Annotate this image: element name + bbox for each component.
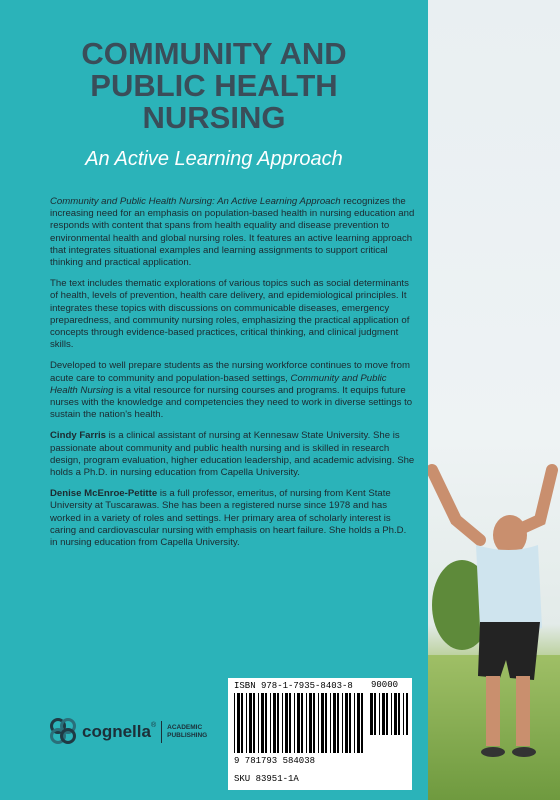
barcode-stripe [391,693,392,735]
barcode-stripe [306,693,307,753]
isbn-barcode [228,678,412,790]
publisher-tagline [167,724,207,740]
cover-photo [428,0,560,800]
barcode-stripe [354,693,355,753]
barcode-stripe [345,693,348,753]
barcode-stripe [318,693,319,753]
author-1-name: Cindy Farris [50,430,106,442]
barcode-stripe [313,693,315,753]
paragraph-1-text: recognizes the increasing need for an emphasis on population-based health in nursing education and responds with content that spans from health equality and disease prevention to environmental health and global nursing roles. It features an active learning approach that integrates situational examples and learning assignments to support critical thinking and practical application. [50,196,415,269]
barcode-stripe [398,693,400,735]
addon-barcode-bars [370,693,408,735]
barcode-stripe [237,693,240,753]
man-figure [428,0,560,800]
author-bio-2 [50,488,416,549]
author-2-name: Denise McEnroe-Petitte [50,488,158,500]
barcode-stripe [406,693,408,735]
barcode-stripe [321,693,324,753]
description-text [50,196,416,558]
barcode-number: 9 781793 584038 [234,756,316,766]
barcode-bars [234,693,364,753]
description-paragraph-1 [50,196,416,269]
book-title-line-1: COMMUNITY AND [81,36,347,71]
publisher-logo [50,718,207,746]
barcode-stripe [234,693,235,753]
paragraph-3-title: Community and Public Health Nursing [50,372,387,396]
barcode-stripe [370,693,373,735]
book-title-line-3: NURSING [142,100,286,135]
barcode-stripe [349,693,351,753]
barcode-stripe [265,693,267,753]
barcode-stripe [282,693,283,753]
isbn-text: ISBN 978-1-7935-8403-8 [234,681,353,691]
logo-divider [161,721,162,743]
book-title-line-2: PUBLIC HEALTH [90,68,338,103]
description-paragraph-3 [50,360,416,421]
barcode-stripe [330,693,331,753]
barcode-stripe [297,693,300,753]
author-bio-1 [50,430,416,479]
cognella-mark-icon [50,718,78,746]
barcode-stripe [394,693,397,735]
barcode-stripe [357,693,360,753]
barcode-stripe [241,693,243,753]
barcode-stripe [382,693,385,735]
barcode-stripe [261,693,264,753]
publisher-line-2: PUBLISHING [167,732,208,739]
barcode-stripe [374,693,376,735]
barcode-stripe [361,693,363,753]
barcode-stripe [270,693,271,753]
barcode-stripe [258,693,259,753]
author-2-bio: is a full professor, emeritus, of nursing from Kent State University at Tuscarawas. She has been a registered nurse since 1978 and has worked in a variety of roles and settings. Her primary area of scholarly interest is caring and cardiovascular nursing with emphasis on heart failure. She holds a Ph.D. in nursing education from Capella University. [50,488,407,549]
barcode-stripe [309,693,312,753]
paragraph-3-before: Developed to well prepare students as the nursing workforce continues to move from acute care to community and population-based settings, [50,360,410,384]
barcode-stripe [342,693,343,753]
sku-text: SKU 83951-1A [234,774,299,784]
author-1-bio: is a clinical assistant of nursing at Kennesaw State University. She is passionate about community and public health nursing and is skilled in research design, program evaluation, higher education leadership, and academic advising. She holds a Ph.D. in nursing education from Capella University. [50,430,415,479]
description-paragraph-2: The text includes thematic explorations of various topics such as social determinants of health, levels of prevention, health care delivery, and epidemiological principles. It integrates these topics with discussions on communicable diseases, emergency preparedness, and community nursing roles, emphasizing the practical application of concepts through evidence-based practices, critical thinking, and clinical judgment skills. [50,278,410,351]
barcode-stripe [333,693,336,753]
barcode-stripe [325,693,327,753]
barcode-stripe [337,693,339,753]
barcode-stripe [301,693,303,753]
book-subtitle: An Active Learning Approach [85,148,343,170]
barcode-stripe [386,693,388,735]
barcode-stripe [249,693,252,753]
publisher-line-1: ACADEMIC [167,724,203,731]
barcode-stripe [246,693,247,753]
book-title-italic: Community and Public Health Nursing: An Active Learning Approach [50,196,341,207]
barcode-stripe [289,693,291,753]
paragraph-3-after: is a vital resource for nursing courses and programs. It equips future nurses with the knowledge and competencies they need to work in diverse settings to sustain the nation's health. [50,384,413,421]
publisher-name: cognella [82,722,151,741]
barcode-stripe [277,693,279,753]
registered-mark: ® [150,722,157,729]
barcode-stripe [273,693,276,753]
barcode-stripe [253,693,255,753]
barcode-stripe [379,693,380,735]
barcode-stripe [285,693,288,753]
barcode-stripe [294,693,295,753]
barcode-stripe [403,693,404,735]
price-addon-text: 90000 [371,680,399,690]
